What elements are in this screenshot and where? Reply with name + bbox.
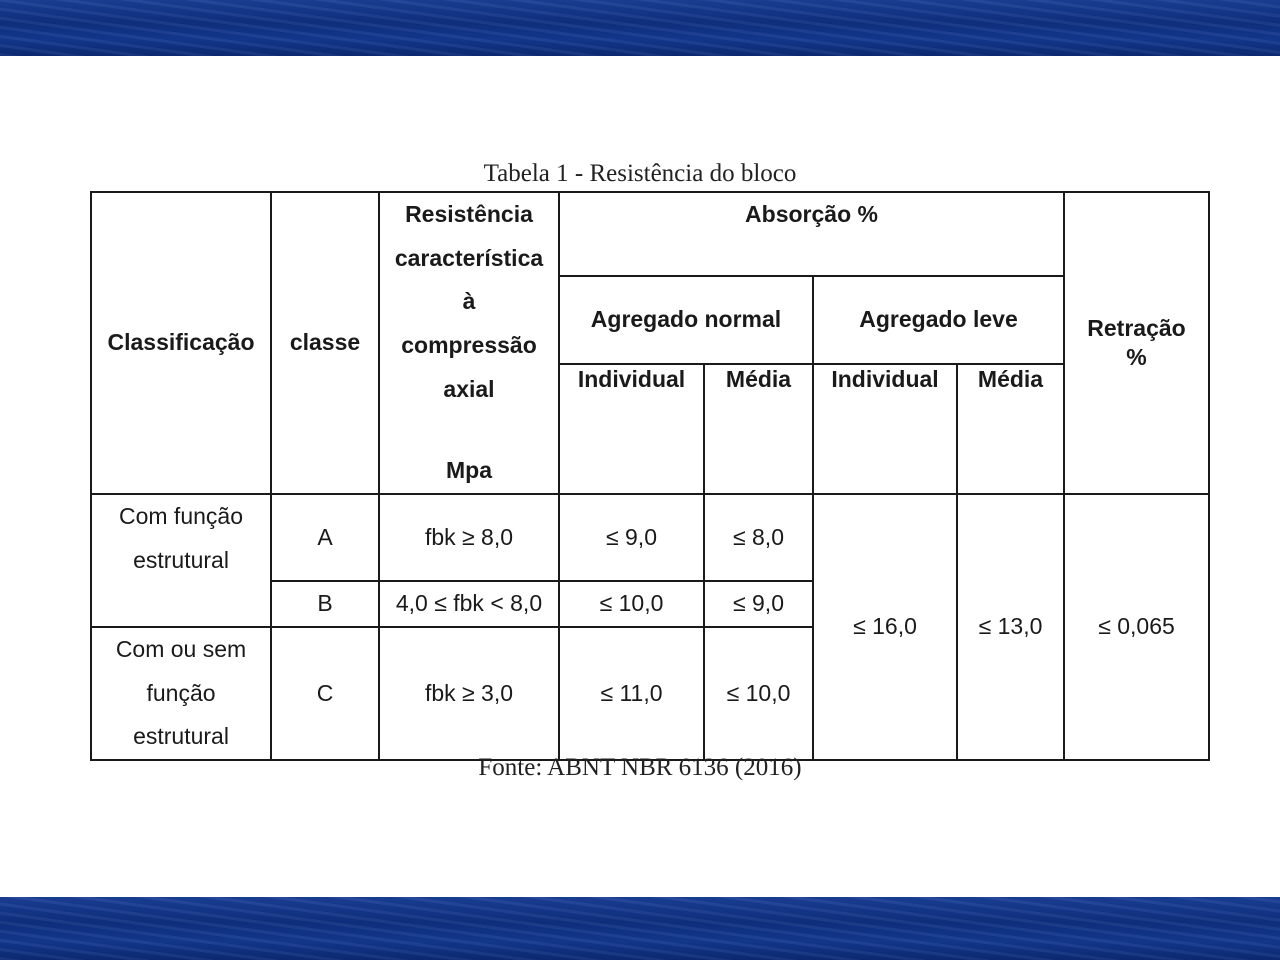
header-row-1: [91, 192, 1209, 276]
table-title: Tabela 1 - Resistência do bloco: [483, 160, 797, 187]
group-label-line: Com ou sem: [115, 635, 247, 662]
header-resistencia: [379, 192, 559, 494]
group-label-line: estrutural: [133, 546, 229, 573]
normal-media-cell: ≤ 10,0: [704, 627, 813, 760]
group-label-optional: [91, 627, 271, 760]
header-resistencia-line: Resistência: [405, 201, 533, 227]
header-classificacao: Classificação: [91, 192, 271, 494]
fbk-cell: fbk ≥ 3,0: [379, 627, 559, 760]
header-leve-individual: Individual: [813, 364, 957, 494]
normal-media-cell: ≤ 8,0: [704, 494, 813, 581]
fbk-cell: fbk ≥ 8,0: [379, 494, 559, 581]
top-banner: [0, 0, 1280, 56]
header-resistencia-line: característica: [394, 244, 544, 271]
normal-individual-cell: ≤ 9,0: [559, 494, 704, 581]
header-retracao: [1064, 192, 1209, 494]
leve-individual-cell: ≤ 16,0: [813, 494, 957, 760]
group-label-structural: [91, 494, 271, 627]
header-normal-media: Média: [704, 364, 813, 494]
header-agregado-normal: Agregado normal: [559, 276, 813, 364]
header-retracao-line: %: [1126, 344, 1147, 371]
fbk-cell: 4,0 ≤ fbk < 8,0: [379, 581, 559, 627]
header-resistencia-line: compressão: [401, 332, 537, 359]
header-agregado-leve: Agregado leve: [813, 276, 1064, 364]
header-resistencia-unit: Mpa: [446, 457, 492, 484]
group-label-line: Com função: [118, 503, 243, 530]
header-absorcao: Absorção %: [559, 192, 1064, 276]
normal-media-cell: ≤ 9,0: [704, 581, 813, 627]
class-cell: B: [271, 581, 379, 627]
header-leve-media: Média: [957, 364, 1064, 494]
normal-individual-cell: ≤ 11,0: [559, 627, 704, 760]
table-row: [91, 494, 1209, 581]
header-resistencia-line: axial: [443, 375, 495, 402]
class-cell: A: [271, 494, 379, 581]
header-classe: classe: [271, 192, 379, 494]
header-spacer: [380, 411, 558, 449]
group-label-line: função: [146, 679, 216, 706]
bottom-banner: [0, 897, 1280, 960]
retracao-cell: ≤ 0,065: [1064, 494, 1209, 760]
resistance-table: [90, 191, 1210, 761]
group-label-line: estrutural: [133, 723, 229, 750]
header-retracao-line: Retração: [1087, 315, 1186, 342]
class-cell: C: [271, 627, 379, 760]
table-source: Fonte: ABNT NBR 6136 (2016): [478, 754, 802, 781]
normal-individual-cell: ≤ 10,0: [559, 581, 704, 627]
leve-media-cell: ≤ 13,0: [957, 494, 1064, 760]
header-normal-individual: Individual: [559, 364, 704, 494]
header-resistencia-line: à: [462, 288, 476, 315]
